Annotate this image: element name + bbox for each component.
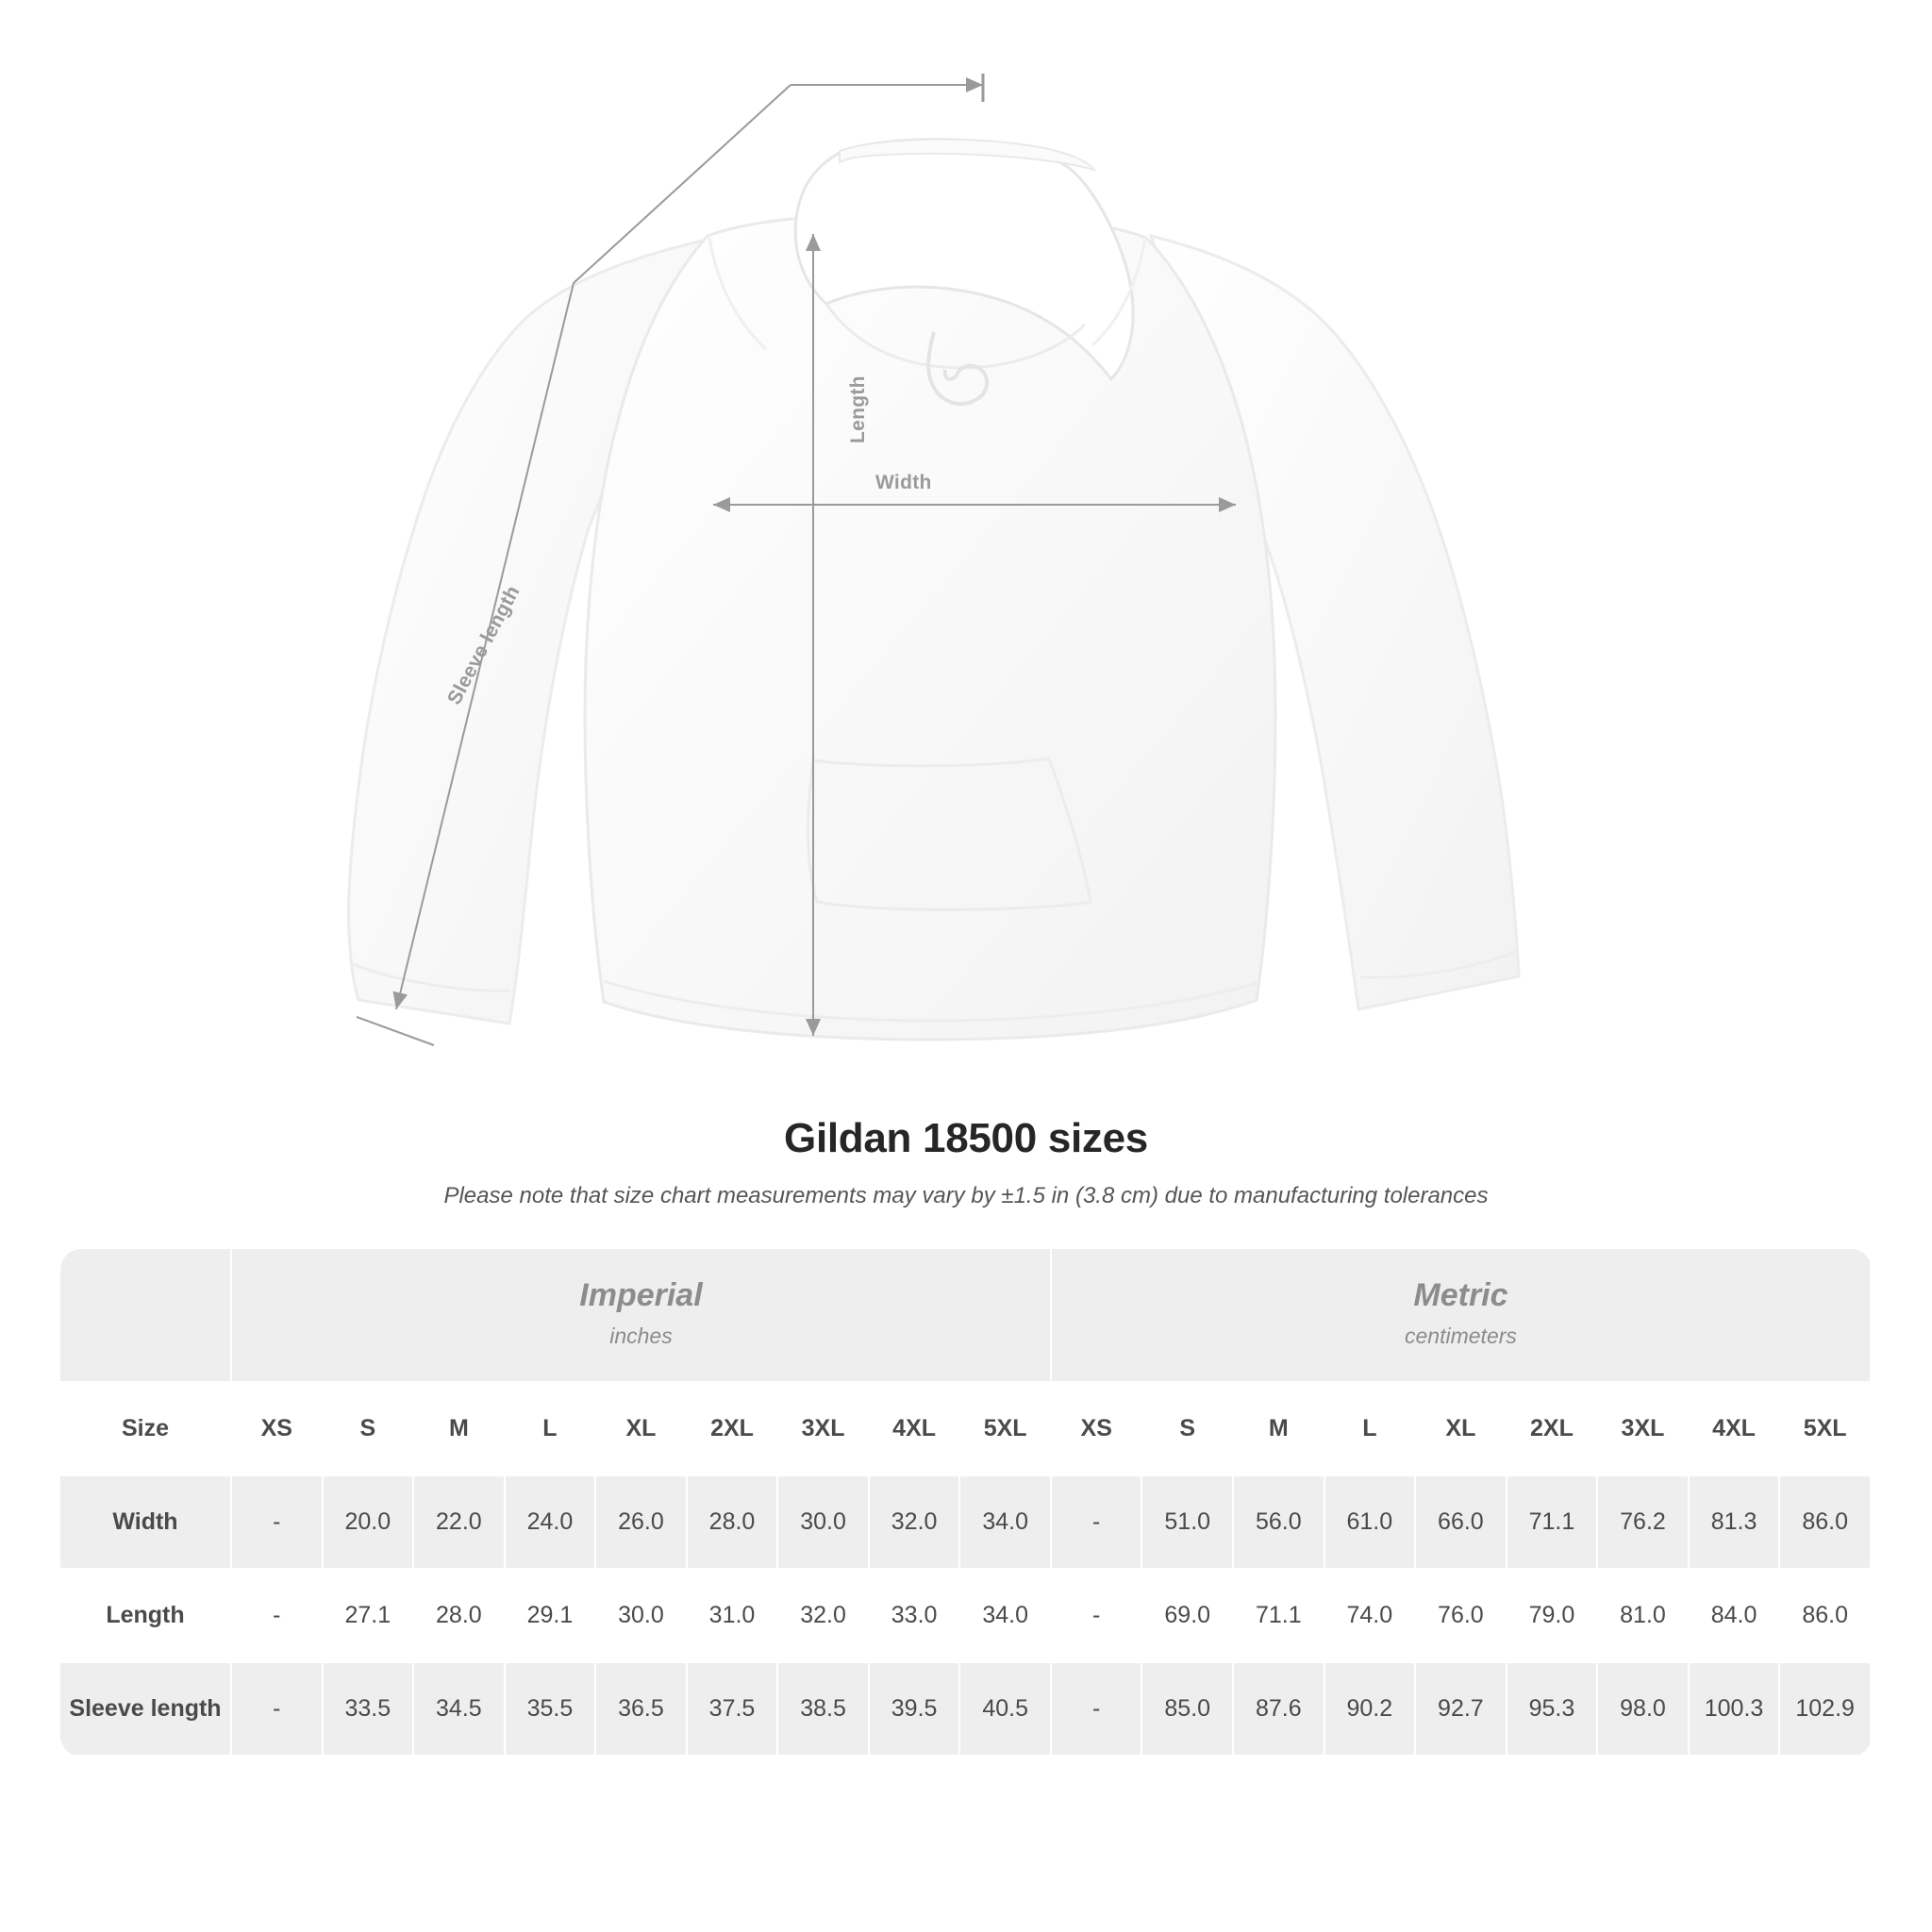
size-column-header-l: L — [505, 1382, 596, 1475]
table-row — [60, 1475, 1871, 1569]
cell-length-imperial-5xl: 34.0 — [959, 1569, 1051, 1662]
page-title: Gildan 18500 sizes — [784, 1115, 1148, 1161]
cell-width-imperial-l: 24.0 — [505, 1475, 596, 1569]
cell-width-metric-2xl: 71.1 — [1507, 1475, 1598, 1569]
size-column-header-2xl: 2XL — [1507, 1382, 1598, 1475]
size-column-header-4xl: 4XL — [869, 1382, 960, 1475]
size-table — [60, 1249, 1872, 1757]
size-column-header-5xl: 5XL — [1779, 1382, 1871, 1475]
cell-width-imperial-3xl: 30.0 — [777, 1475, 869, 1569]
cell-sleeve-length-metric-m: 87.6 — [1233, 1662, 1324, 1756]
cell-sleeve-length-imperial-xs: - — [231, 1662, 323, 1756]
cell-width-imperial-m: 22.0 — [413, 1475, 505, 1569]
title-block — [0, 1115, 1932, 1209]
cell-width-imperial-2xl: 28.0 — [687, 1475, 778, 1569]
cell-width-metric-4xl: 81.3 — [1689, 1475, 1780, 1569]
cell-width-metric-m: 56.0 — [1233, 1475, 1324, 1569]
cell-width-metric-xl: 66.0 — [1415, 1475, 1507, 1569]
cell-length-metric-s: 69.0 — [1141, 1569, 1233, 1662]
cell-length-imperial-3xl: 32.0 — [777, 1569, 869, 1662]
cell-sleeve-length-imperial-l: 35.5 — [505, 1662, 596, 1756]
cell-length-imperial-4xl: 33.0 — [869, 1569, 960, 1662]
size-column-header-4xl: 4XL — [1689, 1382, 1780, 1475]
cell-length-metric-3xl: 81.0 — [1597, 1569, 1689, 1662]
cell-width-imperial-s: 20.0 — [323, 1475, 414, 1569]
unit-header-row — [60, 1249, 1871, 1382]
cell-length-imperial-s: 27.1 — [323, 1569, 414, 1662]
size-column-header-m: M — [413, 1382, 505, 1475]
unit-sub: centimeters — [1405, 1324, 1517, 1348]
hoodie-artwork — [348, 140, 1519, 1040]
size-column-header-s: S — [323, 1382, 414, 1475]
row-label-width: Width — [60, 1475, 231, 1569]
cell-length-metric-4xl: 84.0 — [1689, 1569, 1780, 1662]
cell-sleeve-length-metric-xs: - — [1051, 1662, 1142, 1756]
size-column-header-3xl: 3XL — [1597, 1382, 1689, 1475]
unit-header-imperial — [231, 1249, 1051, 1382]
size-column-header-xs: XS — [1051, 1382, 1142, 1475]
unit-name: Imperial — [579, 1277, 703, 1313]
cell-sleeve-length-imperial-m: 34.5 — [413, 1662, 505, 1756]
cell-sleeve-length-metric-5xl: 102.9 — [1779, 1662, 1871, 1756]
row-label-length: Length — [60, 1569, 231, 1662]
cell-sleeve-length-metric-xl: 92.7 — [1415, 1662, 1507, 1756]
cell-sleeve-length-metric-3xl: 98.0 — [1597, 1662, 1689, 1756]
cell-length-imperial-2xl: 31.0 — [687, 1569, 778, 1662]
cell-sleeve-length-imperial-3xl: 38.5 — [777, 1662, 869, 1756]
cell-sleeve-length-imperial-xl: 36.5 — [595, 1662, 687, 1756]
sleeve-length-label: Sleeve length — [443, 582, 525, 708]
cell-length-metric-2xl: 79.0 — [1507, 1569, 1598, 1662]
cell-length-metric-xl: 76.0 — [1415, 1569, 1507, 1662]
cell-sleeve-length-imperial-4xl: 39.5 — [869, 1662, 960, 1756]
cell-length-metric-xs: - — [1051, 1569, 1142, 1662]
unit-name: Metric — [1413, 1277, 1508, 1313]
size-column-header-xs: XS — [231, 1382, 323, 1475]
cell-sleeve-length-metric-l: 90.2 — [1324, 1662, 1416, 1756]
unit-sub: inches — [609, 1324, 673, 1348]
cell-length-imperial-xs: - — [231, 1569, 323, 1662]
size-table-wrapper — [60, 1249, 1872, 1757]
cell-length-imperial-xl: 30.0 — [595, 1569, 687, 1662]
size-column-header-l: L — [1324, 1382, 1416, 1475]
tolerance-note: Please note that size chart measurements may vary by ±1.5 in (3.8 cm) due to manufacturing tolerances — [443, 1183, 1489, 1208]
cell-sleeve-length-metric-4xl: 100.3 — [1689, 1662, 1780, 1756]
unit-header-metric — [1051, 1249, 1871, 1382]
cell-width-imperial-xl: 26.0 — [595, 1475, 687, 1569]
cell-length-metric-l: 74.0 — [1324, 1569, 1416, 1662]
cell-width-metric-5xl: 86.0 — [1779, 1475, 1871, 1569]
cell-width-imperial-5xl: 34.0 — [959, 1475, 1051, 1569]
size-column-header-3xl: 3XL — [777, 1382, 869, 1475]
cell-width-metric-l: 61.0 — [1324, 1475, 1416, 1569]
table-row — [60, 1569, 1871, 1662]
size-column-header-xl: XL — [595, 1382, 687, 1475]
size-header-cell: Size — [60, 1382, 231, 1475]
table-row — [60, 1662, 1871, 1756]
size-column-header-xl: XL — [1415, 1382, 1507, 1475]
cell-width-imperial-4xl: 32.0 — [869, 1475, 960, 1569]
size-column-header-s: S — [1141, 1382, 1233, 1475]
cell-width-metric-xs: - — [1051, 1475, 1142, 1569]
cell-length-imperial-m: 28.0 — [413, 1569, 505, 1662]
cell-length-imperial-l: 29.1 — [505, 1569, 596, 1662]
cell-width-metric-3xl: 76.2 — [1597, 1475, 1689, 1569]
cell-sleeve-length-metric-s: 85.0 — [1141, 1662, 1233, 1756]
cell-sleeve-length-metric-2xl: 95.3 — [1507, 1662, 1598, 1756]
size-column-header-2xl: 2XL — [687, 1382, 778, 1475]
cell-width-imperial-xs: - — [231, 1475, 323, 1569]
size-header-row — [60, 1382, 1871, 1475]
cell-length-metric-5xl: 86.0 — [1779, 1569, 1871, 1662]
width-label: Width — [875, 472, 932, 493]
cell-sleeve-length-imperial-5xl: 40.5 — [959, 1662, 1051, 1756]
cell-sleeve-length-imperial-s: 33.5 — [323, 1662, 414, 1756]
length-label: Length — [847, 375, 869, 443]
unit-row-spacer — [60, 1249, 231, 1382]
cell-length-metric-m: 71.1 — [1233, 1569, 1324, 1662]
row-label-sleeve-length: Sleeve length — [60, 1662, 231, 1756]
size-column-header-5xl: 5XL — [959, 1382, 1051, 1475]
cell-sleeve-length-imperial-2xl: 37.5 — [687, 1662, 778, 1756]
cell-width-metric-s: 51.0 — [1141, 1475, 1233, 1569]
size-column-header-m: M — [1233, 1382, 1324, 1475]
